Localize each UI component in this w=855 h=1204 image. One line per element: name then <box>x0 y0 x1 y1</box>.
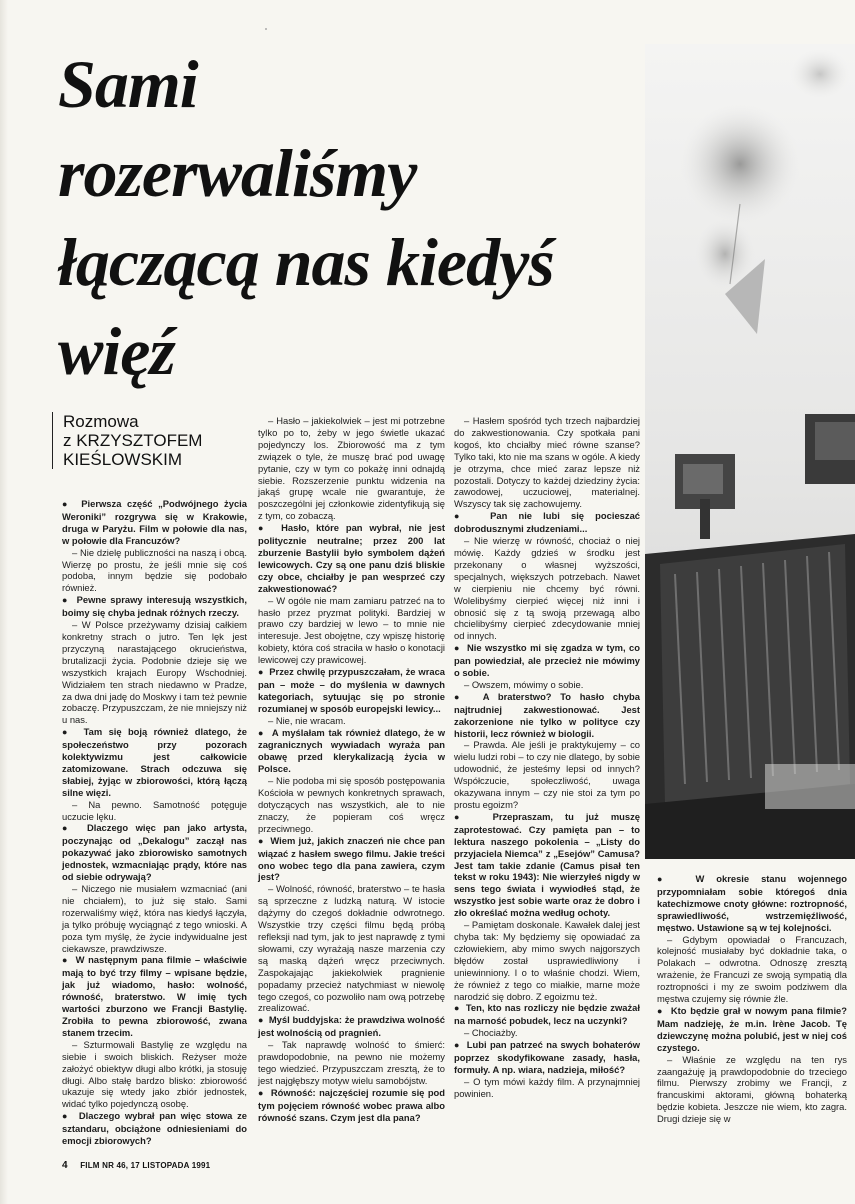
interview-question: ● Przez chwilę przypuszczałam, że wraca pan – może – do myślenia w dawnych kategoriach, sytuując się po stronie rozumianej w sposób europejski lewicy... <box>258 666 445 715</box>
article-column-4 <box>657 873 847 1125</box>
interview-question: ● Myśl buddyjska: że prawdziwa wolność jest wolnością od pragnień. <box>258 1014 445 1039</box>
page-edge-shadow <box>0 0 8 1204</box>
headline-line: Sami <box>58 46 198 122</box>
interview-question: ● A myślałam tak również dlatego, że w zagranicznych wywiadach wyraża pan obawę przed klerykalizacją życia w Polsce. <box>258 727 445 776</box>
interview-answer: – Tak naprawdę wolność to śmierć: prawdopodobnie, na pewno nie możemy tego wiedzieć. Przypuszczam zresztą, że to jest najgłębszy motyw wielu samobójstw. <box>258 1039 445 1086</box>
interview-question: ● Wiem już, jakich znaczeń nie chce pan wiązać z hasłem swego filmu. Jakie treści ono wobec tego dla pana zawiera, czym jest? <box>258 835 445 884</box>
interview-answer: – Właśnie ze względu na ten rys zaangażuję ją prawdopodobnie do trzeciego filmu. Pierwszy zrobimy we Francji, z francuskimi aktorami, główną bohaterką będzie kobieta. Jeszcze nie wiem, kto zagra. Drugi dzieje się w <box>657 1053 847 1125</box>
camera-photo <box>645 44 855 859</box>
interview-question: ● W następnym pana filmie – właściwie mają to być trzy filmy – wpisane będzie, jak już wiadomo, hasło: wolność, równość, braterstwo. W imię tych wartości zburzono we Francji Bastylię. Zrobiła to pewna zbiorowość, zwana stanem trzecim. <box>62 954 247 1038</box>
interview-question: ● Ten, kto nas rozliczy nie będzie zważał na marność pobudek, lecz na uczynki? <box>454 1002 640 1027</box>
headline-line: więź <box>58 313 175 389</box>
intro-text <box>63 412 259 469</box>
interview-question: ● Dlaczego wybrał pan więc stowa ze sztandaru, obciążone odniesieniami do emocji zbiorowych? <box>62 1110 247 1147</box>
headline-line: rozerwaliśmy <box>58 135 417 211</box>
interview-answer: – Owszem, mówimy o sobie. <box>464 678 584 690</box>
interview-answer: – Szturmowali Bastylię ze względu na siebie i swoich bliskich. Reżyser może założyć obiektyw długi albo krótki, ja stosuję długi. Albo stałę bardzo blisko: zbiorowość ukazuje się wtedy jako zbiór jednostek, widać tylko pojedynczą osobę. <box>62 1038 247 1110</box>
camera-photo-illustration <box>645 44 855 859</box>
intro-line: z KRZYSZTOFEM <box>63 431 203 450</box>
intro-block <box>52 412 259 469</box>
interview-answer: – Chociażby. <box>464 1027 518 1039</box>
page-footer <box>62 1160 210 1171</box>
interview-answer: – Pamiętam doskonale. Kawałek dalej jest chyba tak: My będziemy się opowiadać za człowiekiem, aby mimo swych najgorszych błędów został usprawiedliwiony i uniewinniony. I o to właśnie chodzi. Wiem, że również z tego co miałkie, marne może narodzić się dobro. Z egoizmu też. <box>454 919 640 1002</box>
interview-answer: – Nie podoba mi się sposób postępowania Kościoła w pewnych konkretnych sprawach, dotyczących nas wszystkich, ale to nie znaczy, że popieram coś wręcz przeciwnego. <box>258 775 445 834</box>
page-number: 4 <box>62 1160 68 1171</box>
interview-question: ● Nie wszystko mi się zgadza w tym, co pan powiedział, ale przecież nie mówimy o sobie. <box>454 642 640 679</box>
interview-question: ● Hasło, które pan wybrał, nie jest politycznie neutralne; przez 200 lat zburzenie Bastylii było symbolem dążeń lewicowych. Czy są one panu dziś bliskie czy obce, chciałby je pan wesprzeć czy zakwestionować? <box>258 522 445 594</box>
article-column-1 <box>62 498 247 1147</box>
print-speck <box>265 28 267 30</box>
interview-question: ● W okresie stanu wojennego przypomniałam sobie któregoś dnia katechizmowe cnoty główne: roztropność, sprawiedliwość, wstrzemięźliwość, męstwo. Ustawione są w tej kolejności. <box>657 873 847 934</box>
interview-answer: – Hasłem spośród tych trzech najbardziej do zakwestionowania. Czy spotkała pani kogoś, kto chciałby mieć równe szanse? Tylko taki, kto nie ma szans w ogóle. A kiedy je otrzyma, chce mieć zaraz lepsze niż pozostali. Dotyczy to każdej dziedziny życia: zawodowej, uczuciowej, materialnej. Wszyscy tak się zachowujemy. <box>454 415 640 510</box>
interview-question: ● Lubi pan patrzeć na swych bohaterów poprzez skodyfikowane zasady, hasła, formuły. A np. wiara, nadzieja, miłość? <box>454 1039 640 1076</box>
interview-answer: – W Polsce przeżywamy dzisiaj całkiem konkretny strach o jutro. Ten lęk jest przyczyną narastającego okrucieństwa, brutalizacji życia. Podobnie dzieje się we wszystkich krajach Europy Wschodniej. Widziałem ten strach niedawno w Pradze, za dwa dni jadę do Moskwy i tam też pewnie zobaczę. Przypuszczam, że nie mniejszy niż u nas. <box>62 619 247 726</box>
headline-line: łączącą nas kiedyś <box>58 224 554 300</box>
article-column-2 <box>258 415 445 1123</box>
interview-question: ● Pan nie lubi się pocieszać dobrodusznymi złudzeniami... <box>454 510 640 535</box>
interview-question: ● Przepraszam, tu już muszę zaprotestować. Czy pamięta pan – to lektura naszego pokolenia – „Listy do przyjaciela Niemca” z „Esejów” Camusa? Jest tam takie zdanie (Camus pisał ten tekst w roku 1943): Nie wierzyłeś nigdy w sens tego świata i wywiodłeś stąd, że wszystko jest sobie warte oraz że dobro i zło określać można według ochoty. <box>454 811 640 919</box>
interview-question: ● Pewne sprawy interesują wszystkich, boimy się chyba jednak różnych rzeczy. <box>62 594 247 619</box>
interview-question: ● Tam się boją również dlatego, że społeczeństwo przy pozorach kolektywizmu jest całkowicie zatomizowane. Strach odczuwa się słabiej, żyjąc w zbiorowości, którą łączą silne więzi. <box>62 726 247 798</box>
interview-answer: – Na pewno. Samotność potęguje uczucie lęku. <box>62 798 247 822</box>
interview-question: ● Dlaczego więc pan jako artysta, poczynając od „Dekalogu” zaczął nas pokazywać jako zbiorowisko samotnych jednostek, wzmacniając prądy, które nas od siebie odrywają? <box>62 822 247 883</box>
interview-question: ● A braterstwo? To hasło chyba najtrudniej zakwestionować. Jest zakorzenione nie tylko w polityce czy historii, lecz również w biologii. <box>454 691 640 740</box>
interview-answer: – Hasło – jakiekolwiek – jest mi potrzebne tylko po to, żeby w jego świetle ukazać pojedynczy los. Zbiorowość ma z tym związek o tyle, że muszę brać pod uwagę pytanie, czy w tym co pokażę inni odnajdą siebie. Rozszerzenie punktu widzenia na jakąś grupę wcale nie gwarantuje, że poszczególni jej członkowie zidentyfikują się z tym, co zobaczą. <box>258 415 445 522</box>
intro-line: KIEŚLOWSKIM <box>63 450 183 469</box>
interview-answer: – Niczego nie musiałem wzmacniać (ani nie chciałem), to już się stało. Sami rozerwaliśmy więź, która nas kiedyś łączyła, ja tylko próbuję wyciągnąć z tego wnioski. A poza tym myślę, że życie indywidualne jest ciekawsze, prawdziwsze. <box>62 883 247 954</box>
interview-answer: – Nie, nie wracam. <box>268 714 346 726</box>
interview-answer: – Wolność, równość, braterstwo – te hasła są sprzeczne z ludzką naturą. W istocie dążymy do czegoś dokładnie odwrotnego. Wszystkie trzy części filmu będą próbą refleksji nad tym, jak to jest naprawdę z tymi słowami, czy wyrażają nasze marzenia czy są maską dążeń wręcz przeciwnych. Zaspokajając jakiekolwiek pragnienie popadamy przecież natychmiast w niewolę tego czegoś, co pozwoliło nam ową potrzebę zrealizować. <box>258 883 445 1014</box>
interview-question: ● Kto będzie grał w nowym pana filmie? Mam nadzieję, że m.in. Irène Jacob. Tę dziewczynę można polubić, jest w niej coś czystego. <box>657 1005 847 1054</box>
interview-question: ● Pierwsza część „Podwójnego życia Weroniki” rozgrywa się w Krakowie, druga w Paryżu. Film w połowie dla nas, w połowie dla Francuzów? <box>62 498 247 547</box>
article-column-3 <box>454 415 640 1100</box>
interview-answer: – W ogóle nie mam zamiaru patrzeć na to hasło przez pryzmat polityki. Bardziej w prawo czy bardziej w lewo – to mnie nie interesuje. Jest obojętne, czy wpiszę historię kobiety, która coś straciła w hasło o konotacji lewicowej czy prawicowej. <box>258 594 445 666</box>
headline <box>58 40 658 396</box>
issue-info: FILM NR 46, 17 LISTOPADA 1991 <box>80 1161 211 1170</box>
interview-answer: – O tym mówi każdy film. A przynajmniej powinien. <box>454 1075 640 1099</box>
interview-answer: – Gdybym opowiadał o Francuzach, kolejność musiałaby być dokładnie taka, o Polakach – odwrotna. Odnoszę zresztą wrażenie, że Francuzi ze swoją sympatią dla roztropności i my ze swoim podziwem dla męstwa czujemy się równie źle. <box>657 933 847 1005</box>
interview-answer: – Nie wierzę w równość, chociaż o niej mówię. Każdy gdzieś w środku jest przekonany o własnej wyższości, specjalnych, większych potrzebach. Nawet w cierpieniu nie chcemy być równi. Wolelibyśmy cierpieć więcej niż inni i obnosić się z tą swoją przewagą albo chcielibyśmy cierpieć zdecydowanie mniej od innych. <box>454 535 640 642</box>
interview-answer: – Prawda. Ale jeśli je praktykujemy – co wielu ludzi robi – to czy nie dlatego, by sobie udowodnić, że jesteśmy lepsi od innych? Współczucie, społeczliwość, uwaga okazywana innym – czy nie stoi za tym po prostu egoizm? <box>454 739 640 810</box>
interview-answer: – Nie dzielę publiczności na naszą i obcą. Wierzę po prostu, że jeśli mnie się coś podoba, innym będzie się podobało również. <box>62 546 247 594</box>
intro-line: Rozmowa <box>63 412 139 431</box>
interview-question: ● Równość: najczęściej rozumie się pod tym pojęciem równość wobec prawa albo równość szans. Czym jest dla pana? <box>258 1087 445 1124</box>
